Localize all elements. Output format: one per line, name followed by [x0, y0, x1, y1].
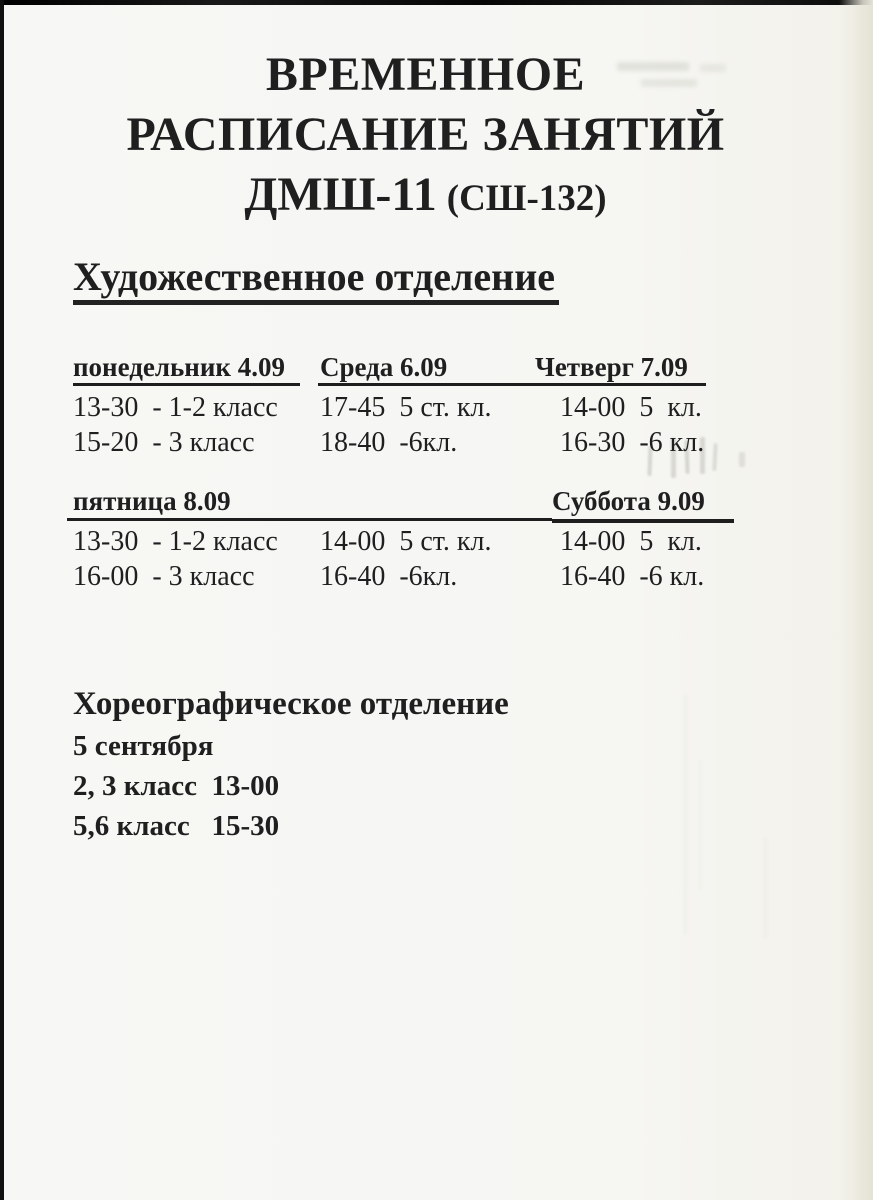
- schedule-cell: 15-20 - 3 класс: [73, 427, 255, 458]
- title-school-code: ДМШ-11: [244, 168, 437, 221]
- title-line-2: РАСПИСАНИЕ ЗАНЯТИЙ: [126, 108, 725, 161]
- schedule-cell: 13-30 - 1-2 класс: [73, 392, 278, 423]
- title-school-code-sub: (СШ-132): [446, 178, 607, 219]
- scan-streak: [764, 838, 767, 938]
- art-section-heading-text: Художественное отделение: [73, 256, 559, 305]
- choreo-section-heading: Хореографическое отделение: [73, 686, 509, 722]
- schedule-cell: 16-00 - 3 класс: [73, 561, 255, 592]
- day-header-thursday: Четверг 7.09: [535, 352, 688, 382]
- schedule-block-week1: [73, 352, 751, 460]
- choreo-schedule-line: 5,6 класс 15-30: [73, 810, 280, 842]
- day-header-monday: понедельник 4.09: [73, 352, 285, 382]
- schedule-row: [73, 559, 751, 594]
- choreo-section: [73, 682, 509, 846]
- header-underline: [73, 383, 300, 386]
- schedule-block-week2: [73, 486, 751, 594]
- schedule-row: [73, 425, 751, 460]
- document-title: [0, 45, 873, 229]
- schedule-row: [73, 390, 751, 425]
- scan-streak: [684, 695, 687, 935]
- art-section-heading: [73, 256, 559, 305]
- header-underline: [67, 518, 552, 521]
- title-line-1: ВРЕМЕННОЕ: [265, 48, 586, 101]
- day-header-row: [73, 352, 751, 390]
- schedule-cell: 13-30 - 1-2 класс: [73, 526, 278, 557]
- day-header-wednesday: Среда 6.09: [320, 352, 448, 382]
- schedule-cell: 14-00 5 ст. кл.: [320, 526, 492, 557]
- schedule-cell: 14-00 5 кл.: [560, 392, 702, 423]
- schedule-cell: 18-40 -6кл.: [320, 427, 458, 458]
- day-header-row: [73, 486, 751, 524]
- day-header-friday: пятница 8.09: [73, 486, 231, 516]
- choreo-date: 5 сентября: [73, 730, 214, 762]
- header-underline: [552, 519, 734, 523]
- schedule-cell: 16-40 -6 кл.: [560, 561, 705, 592]
- scan-streak: [699, 760, 701, 890]
- schedule-cell: 16-40 -6кл.: [320, 561, 458, 592]
- day-header-saturday: Суббота 9.09: [552, 486, 705, 516]
- schedule-cell: 16-30 -6 кл.: [560, 427, 705, 458]
- scan-edge-top: [0, 0, 873, 5]
- header-underline: [318, 383, 706, 386]
- choreo-schedule-line: 2, 3 класс 13-00: [73, 770, 280, 802]
- schedule-cell: 14-00 5 кл.: [560, 526, 702, 557]
- schedule-row: [73, 524, 751, 559]
- schedule-cell: 17-45 5 ст. кл.: [320, 392, 492, 423]
- title-line-3: [0, 165, 851, 229]
